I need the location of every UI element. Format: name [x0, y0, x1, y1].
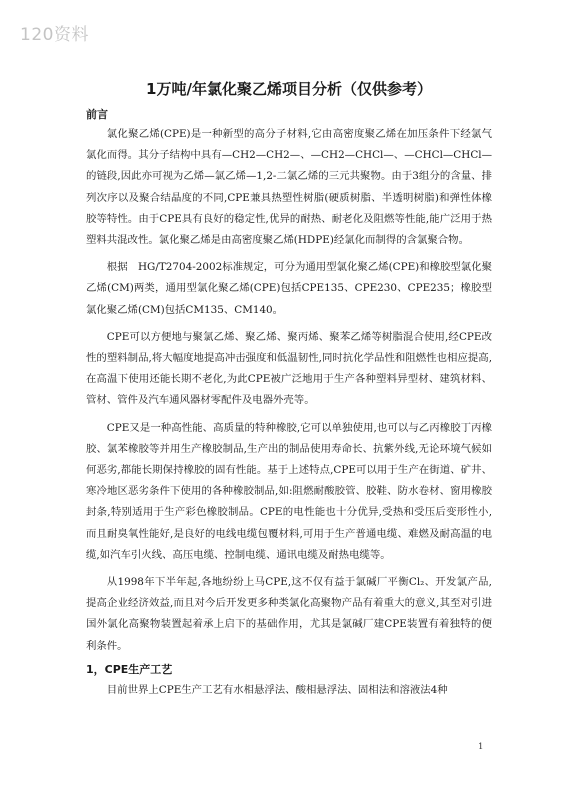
paragraph-industry-growth: 从1998年下半年起,各地纷纷上马CPE,这不仅有益于氯碱厂平衡Cl₂、开发氯产品,提高企业经济效益,而且对今后开发更多种类氯化高聚物产品有着重大的意义,其至对引进国外氯化高聚物装置起着承上启下的基础作用，尤其是氯碱厂建CPE装置有着独特的便利条件。	[86, 576, 492, 652]
page-number: 1	[478, 742, 484, 752]
watermark: 120资料	[20, 25, 89, 45]
paragraph-production-process: 目前世界上CPE生产工艺有水相悬浮法、酸相悬浮法、固相法和溶液法4种	[106, 683, 448, 696]
paragraph-rubber-uses: CPE又是一种高性能、高质量的特种橡胶,它可以单独使用,也可以与乙丙橡胶丁丙橡胶、氯苯橡胶等并用生产橡胶制品,生产出的制品使用寿命长、抗紫外线,无论环境气候如何恶劣,都能长期保持橡胶的固有性能。基于上述特点,CPE可以用于生产在街道、矿井、寒冷地区恶劣条件下使用的各种橡胶制品,如:阻燃耐酸胶管、胶鞋、防水卷材、窗用橡胶封条,特别适用于生产彩色橡胶制品。CPE的电性能也十分优异,受热和受压后变形性小,而且耐臭氧性能好,是良好的电线电缆包覆材料,可用于生产普通电缆、难燃及耐高温的电缆,如汽车引火线、高压电缆、控制电缆、通讯电缆及耐热电缆等。	[86, 421, 492, 561]
document-body	[86, 78, 492, 701]
paragraph-plastic-modification: CPE可以方便地与聚氯乙烯、聚乙烯、聚丙烯、聚苯乙烯等树脂混合使用,经CPE改性的塑料制品,将大幅度地提高冲击强度和低温韧性,同时抗化学品性和阻燃性也相应提高,在高温下使用还能长期不老化,为此CPE被广泛地用于生产各种塑料异型材、建筑材料、管材、管件及汽车通风器材零配件及电器外壳等。	[86, 330, 492, 407]
paragraph-standard: 根据 HG/T2704-2002标准规定，可分为通用型氯化聚乙烯(CPE)和橡胶型氯化聚乙烯(CM)两类，通用型氯化聚乙烯(CPE)包括CPE135、CPE230、CPE235；橡胶型氯化聚乙烯(CM)包括CM135、CM140。	[86, 261, 492, 316]
section-1-heading: 1，CPE生产工艺	[86, 662, 173, 676]
preface-heading: 前言	[86, 108, 108, 121]
paragraph-intro: 氯化聚乙烯(CPE)是一种新型的高分子材料,它由高密度聚乙烯在加压条件下经氯气氯化而得。其分子结构中具有—CH2—CH2—、—CH2—CHCl—、—CHCl—CHCl—的链段,因此亦可视为乙烯—氯乙烯—1,2-二氯乙烯的三元共聚物。由于3组分的含量、排列次序以及聚合结晶度的不同,CPE兼具热塑性树脂(硬质树脂、半透明树脂)和弹性体橡胶等特性。由于CPE具有良好的稳定性,优异的耐热、耐老化及阻燃等性能,能广泛用于热塑料共混改性。氯化聚乙烯是由高密度聚乙烯(HDPE)经氯化而制得的含氯聚合物。	[86, 128, 492, 247]
document-title: 1万吨/年氯化聚乙烯项目分析（仅供参考）	[146, 80, 432, 98]
